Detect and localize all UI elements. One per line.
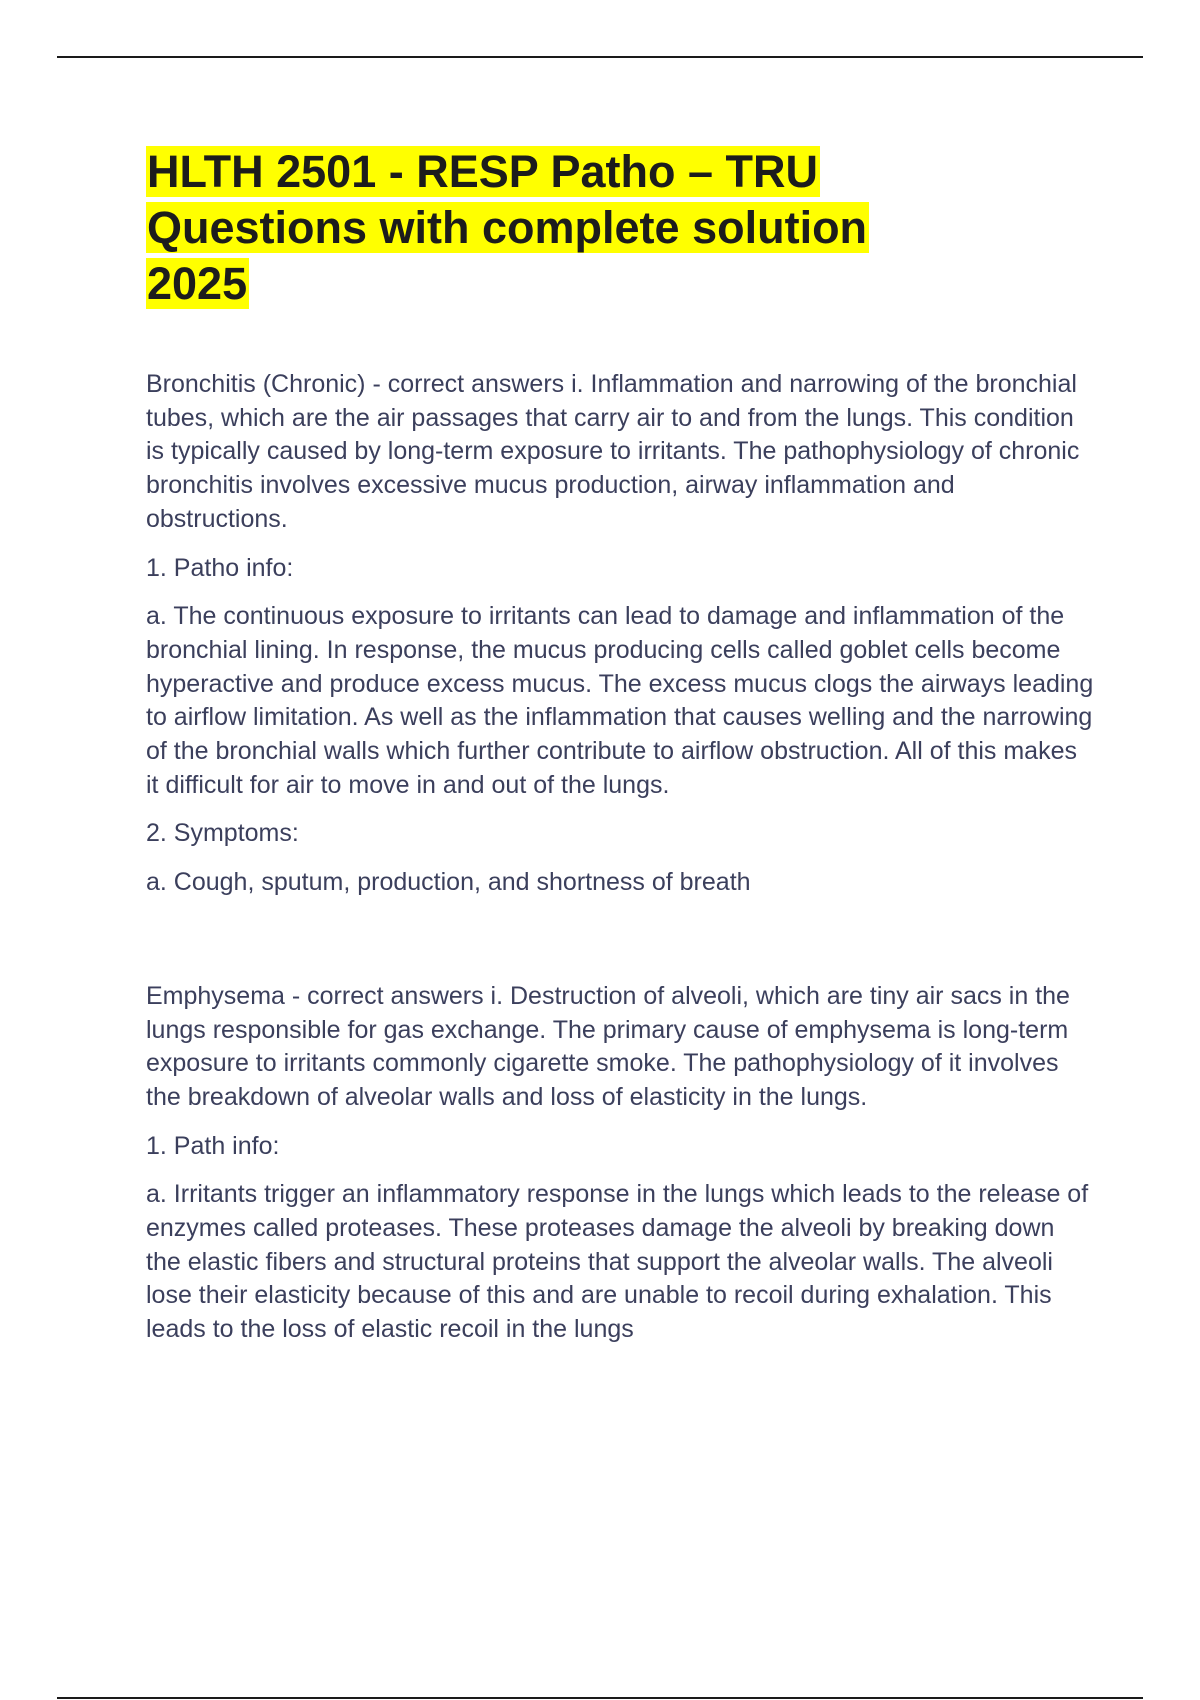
top-divider xyxy=(57,56,1143,58)
section-emphysema xyxy=(146,980,1096,1347)
subheading-patho-info: 1. Patho info: xyxy=(146,553,294,582)
title-highlight: HLTH 2501 - RESP Patho – TRU Questions with complete solution 2025 xyxy=(147,146,868,309)
subheading-symptoms: 2. Symptoms: xyxy=(146,819,299,848)
document-title xyxy=(146,144,936,312)
document-body xyxy=(146,144,1096,1362)
path-info-text: a. Irritants trigger an inflammatory response in the lungs which leads to the release of enzymes called proteases. These proteases damage the alveoli by breaking down the elastic fibers and structural proteins that support the alveolar walls. The alveoli lose their elasticity because of this and are unable to recoil during exhalation. This leads to the loss of elastic recoil in the lungs xyxy=(146,1180,1089,1344)
section-intro: Bronchitis (Chronic) - correct answers i. Inflammation and narrowing of the bronchial tubes, which are the air passages that carry air to and from the lungs. This condition is typically caused by long-term exposure to irritants. The pathophysiology of chronic bronchitis involves excessive mucus production, airway inflammation and obstructions. xyxy=(146,370,1080,533)
symptoms-text: a. Cough, sputum, production, and shortness of breath xyxy=(146,868,751,897)
subheading-path-info: 1. Path info: xyxy=(146,1131,280,1160)
section-intro: Emphysema - correct answers i. Destruction of alveoli, which are tiny air sacs in the lungs responsible for gas exchange. The primary cause of emphysema is long-term exposure to irritants commonly cigarette smoke. The pathophysiology of it involves the breakdown of alveolar walls and loss of elasticity in the lungs. xyxy=(146,981,1070,1111)
section-bronchitis xyxy=(146,368,1096,900)
patho-info-text: a. The continuous exposure to irritants can lead to damage and inflammation of the bronchial lining. In response, the mucus producing cells called goblet cells become hyperactive and produce excess mucus. The excess mucus clogs the airways leading to airflow limitation. As well as the inflammation that causes welling and the narrowing of the bronchial walls which further contribute to airflow obstruction. All of this makes it difficult for air to move in and out of the lungs. xyxy=(146,602,1094,799)
bottom-divider xyxy=(57,1697,1143,1699)
